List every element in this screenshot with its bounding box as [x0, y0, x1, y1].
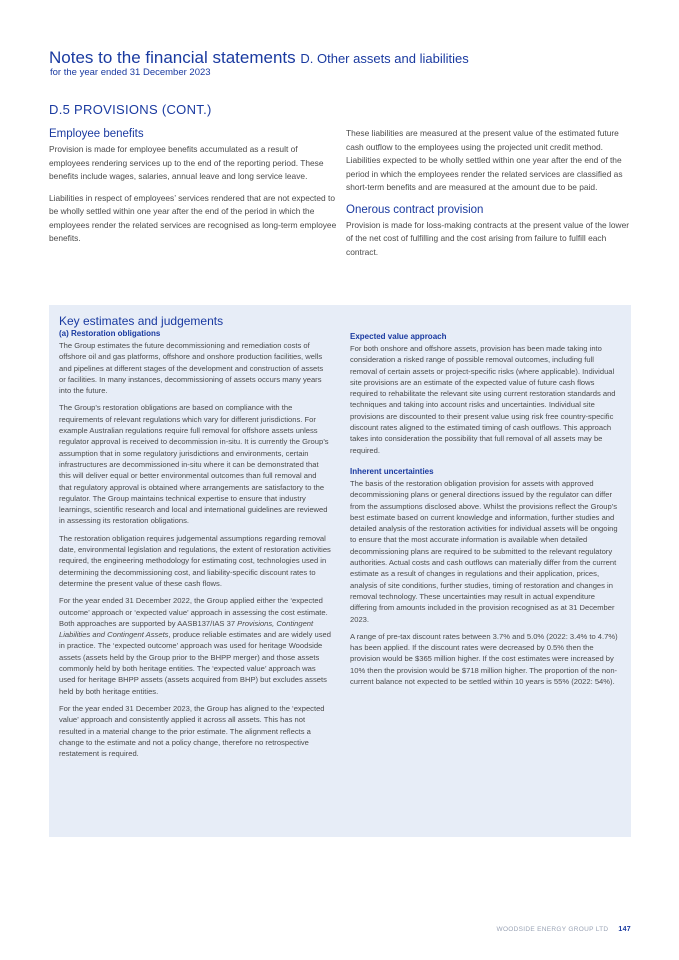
paragraph: The basis of the restoration obligation provision for assets with approved decommissioning plans or general directions issued by the regulator can differ from the assumptions disclosed above. Whilst the provisions reflect the Group’s best estimate based on current knowledge and information, further studies and detailed analysis of the restoration activities for individual assets will be ongoing to ensure that the most accurate information is available when detailed decommissioning plans are required to be submitted to the relevant regulatory authorities. Actual costs and cash outflows can materially differ from the current estimate as a result of changes in regulations and their application, prices, analysis of site conditions, further studies, timing of restoration and changes in removal technology. These uncertainties may result in actual expenditure differing from amounts included in the provision recognised as at 31 December 2023.: [350, 478, 618, 624]
page-subtitle: for the year ended 31 December 2023: [50, 67, 211, 78]
key-estimates-title: Key estimates and judgements: [59, 314, 224, 328]
paragraph: These liabilities are measured at the present value of the estimated future cash outflow to the employees using the projected unit credit method. Liabilities expected to be wholly settled within one year after the end of the period in which the employees render the related services are classified as short-term benefits and are measured at the amount due to be paid.: [346, 128, 623, 192]
paragraph: Provision is made for employee benefits accumulated as a result of employees rendering services up to the end of the reporting period. These benefits include wages, salaries, annual leave and long service leave.: [49, 144, 324, 181]
paragraph-2022: [59, 595, 331, 697]
left-column: [49, 127, 337, 254]
key-estimates-left-column: [59, 314, 331, 765]
page-footer: [497, 926, 631, 933]
key-estimates-right-column: [350, 331, 620, 693]
paragraph: The Group’s restoration obligations are based on compliance with the requirements of relevant regulations which vary for different jurisdictions. For example Australian regulations require full removal for offshore assets unless regulator approval is received to decommission in-situ. It is currently the Group’s assumption that in some regulatory jurisdictions and environments, certain infrastructures are decommissioned in-situ where it can be demonstrated that this will deliver equal or better environmental outcomes than full removal and that regulatory approval is obtained where arrangements are satisfactory to the regulator. The Group maintains technical expertise to ensure that industry learnings, scientific research and local and international guidelines are reviewed in assessing its restoration obligations.: [59, 403, 329, 526]
expected-value-heading: Expected value approach: [350, 332, 447, 341]
inherent-uncertainties-heading: Inherent uncertainties: [350, 466, 434, 476]
paragraph-2023: For the year ended 31 December 2023, the Group has aligned to the ‘expected value’ approach and consistently applied it across all assets. This has not resulted in a material change to the prior estimate. The alignment reflects a change to the estimate and not a policy change, therefore no retrospective restatement is required.: [59, 703, 325, 759]
paragraph-2022-text: For the year ended 31 December 2022, the Group applied either the ‘expected outcome’ approach or ‘expected value’ approach in assessing the cost estimate. Both approaches are supported by AASB137/IAS 37: [59, 596, 328, 628]
onerous-contract-heading: Onerous contract provision: [346, 203, 484, 216]
right-column: [346, 127, 634, 267]
paragraph: Provision is made for loss-making contracts at the present value of the lower of the net cost of fulfilling and the cost arising from failure to fulfill each contract.: [346, 219, 630, 257]
restoration-obligations-heading: (a) Restoration obligations: [59, 329, 161, 338]
paragraph: For both onshore and offshore assets, provision has been made taking into consideration a risked range of possible removal outcomes, including full removal of certain assets or project-specific risks (where applicable). Individual site provisions are an estimate of the expected value of future cash flows required to rehabilitate the relevant site using current restoration standards and techniques and taking into account risks and uncertainties. Individual site provisions are discounted to their present value using risk free country-specific discount rates aligned to the estimated timing of cash outflows. This approach takes into consideration the possibility that full removal of all assets may be required.: [350, 344, 616, 455]
paragraph-2022-text-end: , produce reliable estimates and are widely used in practice. The ‘expected outcome’ approach was used for heritage Woodside assets (assets held by the Group prior to the BHPP merger) and those assets commonly held by both heritage entities. The ‘expected value’ approach was used for heritage BHPP assets (assets acquired from BHP) but excludes assets held by both heritage entities.: [59, 630, 331, 696]
section-title: D. Other assets and liabilities: [300, 51, 469, 66]
paragraph: A range of pre-tax discount rates between 3.7% and 5.0% (2022: 3.4% to 4.7%) has been applied. If the discount rates were decreased by 0.5% then the provision would be $365 million higher. If the cost estimates were increased by 10% then the provision would be $718 million higher. The proportion of the non-current balance not expected to be settled within 10 years is 55% (2022: 54%).: [350, 631, 618, 687]
paragraph: The restoration obligation requires judgemental assumptions regarding removal date, environmental legislation and regulations, the extent of restoration activities required, the engineering methodology for estimating cost, technologies used in determining the decommissioning cost, and liability-specific discount rates to determine the present value of these cash flows.: [59, 533, 331, 588]
key-estimates-box: [49, 305, 631, 837]
page-number: 147: [618, 926, 631, 933]
standard-title: Provisions, Contingent Liabilities and Contingent Assets: [59, 618, 314, 640]
section-heading: D.5 PROVISIONS (CONT.): [49, 102, 212, 117]
paragraph: The Group estimates the future decommissioning and remediation costs of offshore oil and gas platforms, offshore and onshore production facilities, wells and pipelines at different stages of the development and construction of assets or facilities. In many instances, decommissioning of assets occurs many years into the future.: [59, 341, 324, 396]
paragraph: Liabilities in respect of employees’ services rendered that are not expected to be wholly settled within one year after the end of the period in which the employees render the related services are recognised as long-term employee benefits.: [49, 192, 337, 243]
page-title: [49, 48, 469, 69]
page-title-text: Notes to the financial statements: [49, 48, 296, 67]
employee-benefits-heading: Employee benefits: [49, 128, 144, 140]
footer-company: WOODSIDE ENERGY GROUP LTD: [496, 926, 609, 933]
